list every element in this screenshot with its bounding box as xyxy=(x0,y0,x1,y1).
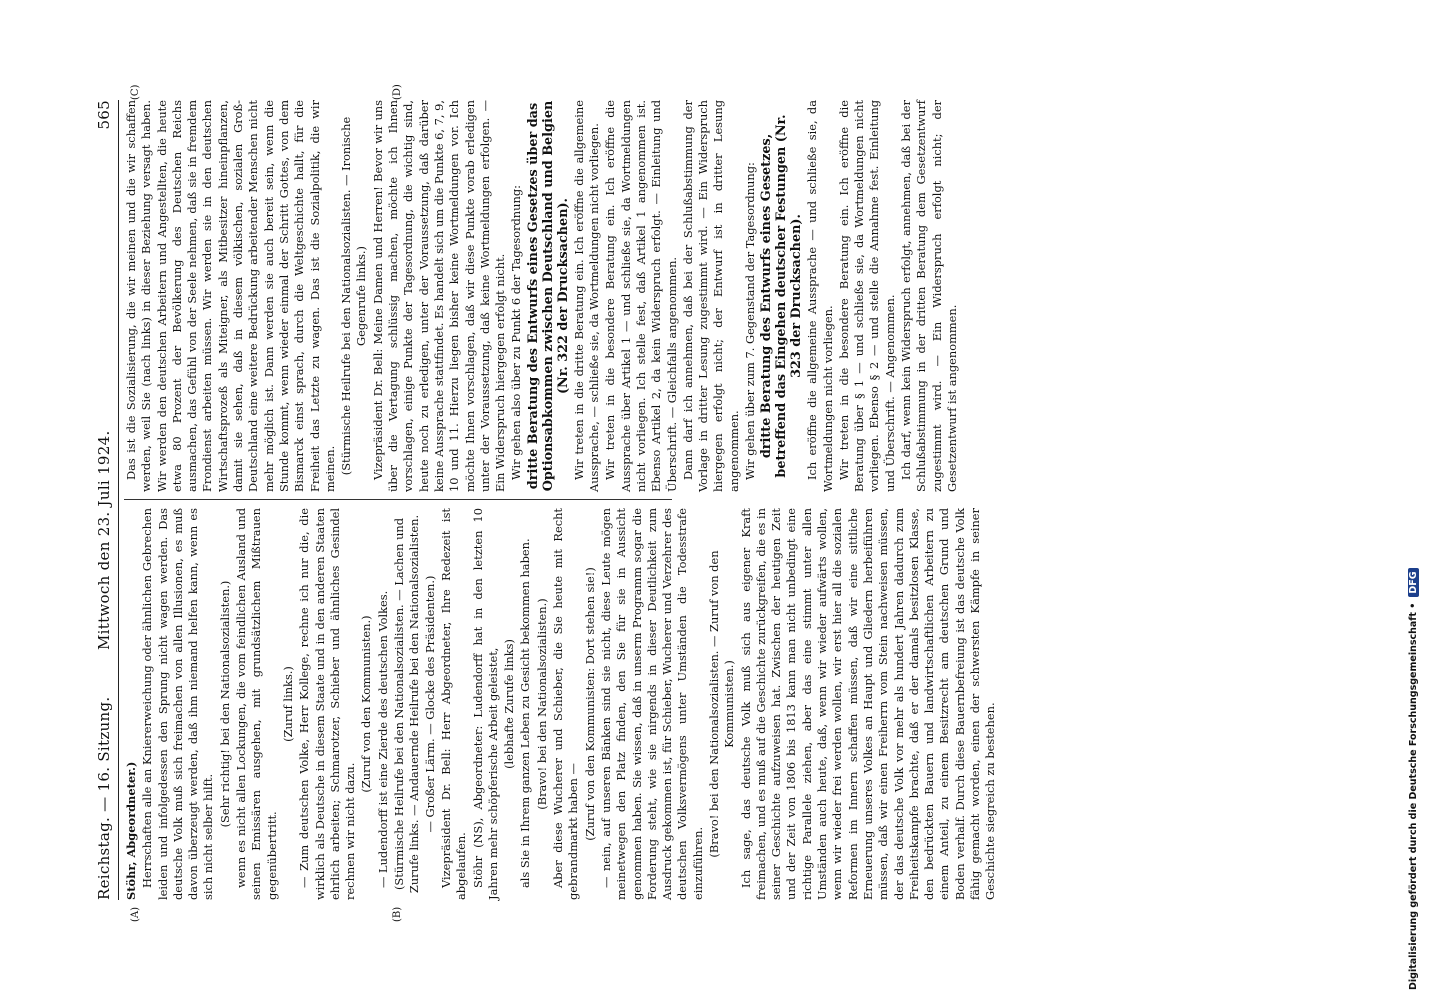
margin-marker-b: (B) xyxy=(392,906,403,922)
agenda-heading: dritte Beratung des Entwurfs eines Gesetzes, betreffend das Eingehen deutscher Festungen (Nr. 323 der Drucksachen). xyxy=(759,114,805,478)
funding-note xyxy=(1404,10,1426,990)
paragraph: Aber diese Wucherer und Schieber, die Sie heute mit Recht gebrandmarkt haben — xyxy=(551,508,581,900)
paragraph: Wir treten in die besondere Beratung ein. Ich eröffne die Beratung über § 1 — und schließe sie, da Wortmeldungen nicht vorliegen. Ebenso § 2 — und stelle die Annahme fest. Einleitung und Überschrift. — Angenommen. xyxy=(836,100,897,492)
paragraph: Herrschaften alle an Kniererweichung oder ähnlichen Gebrechen leiden und infolgedessen den Sprung nicht wagen werden. Das deutsche Volk muß sich freimachen von allen Illusionen, es muß davon überzeugt werden, daß ihm niemand helfen kann, wenn es sich nicht selber hilft. xyxy=(140,508,216,900)
interjection: (Zuruf von den Kommunisten.) xyxy=(359,615,374,793)
paragraph: Wir gehen über zum 7. Gegenstand der Tagesordnung: xyxy=(742,162,757,480)
rotated-document-page xyxy=(92,84,998,922)
paragraph: Ich eröffne die allgemeine Aussprache — und schließe sie, da Wortmeldungen nicht vorliegen. xyxy=(805,100,835,492)
paragraph: Vizepräsident Dr. Bell: Herr Abgeordneter, Ihre Redezeit ist abgelaufen. xyxy=(438,508,469,900)
column-divider xyxy=(124,499,672,500)
paragraph: Ich darf, wenn kein Widerspruch erfolgt, annehmen, daß bei der Schlußabstimmung in der dritten Beratung dem Gesetzentwurf zugestimmt wird. — Ein Widerspruch erfolgt nicht; der Gesetzentwurf ist angenommen. xyxy=(899,100,959,492)
interjection: (Zuruf von den Kommunisten: Dort stehen sie!) xyxy=(582,567,597,841)
paragraph: Stöhr (NS), Abgeordneter: Ludendorff hat in den letzten 10 Jahren mehr schöpferische Arbeit geleistet, xyxy=(470,508,500,900)
paragraph: Wir gehen also über zu Punkt 6 der Tagesordnung: xyxy=(509,185,524,480)
paragraph: Ich sage, das deutsche Volk muß sich aus eigener Kraft freimachen, und es muß auf die Geschichte zurückgreifen, die es in seiner Geschichte aufzuweisen hat. Zwischen der heutigen Zeit und der Zeit von 1806 bis 1813 kann man nicht unbedingt eine richtige Parallele ziehen, aber das eine stimmt unter allen Umständen auch heute, daß, wenn wir wieder aufwärts wollen, wenn wir wieder frei werden wollen, wir erst hier all die sozialen Reformen im Innern schaffen müssen, daß wir eine sittliche Erneuerung unseres Volkes an Haupt und Gliedern herbeiführen müssen, daß wir einen Freiherrn vom Stein nachweisen müssen, der das deutsche Volk vor mehr als hundert Jahren dadurch zum Freiheitskampfe brachte, daß er der damals besitzlosen Klasse, den bedrückten Bauern und landwirtschaftlichen Arbeitern zu einem Anteil, zu einem Besitzrecht am deutschen Grund und Boden verhalf. Durch diese Bauernbefreiung ist das deutsche Volk fähig gemacht worden, einen der schwersten Kämpfe in seiner Geschichte siegreich zu bestehen. xyxy=(738,508,998,900)
paragraph: — Ludendorff ist eine Zierde des deutschen Volkes. xyxy=(375,590,390,888)
paragraph: — Zum deutschen Volke, Herr Kollege, rechne ich nur die, die wirklich als Deutsche in diesem Staate und in den anderen Staaten ehrlich arbeiten; Schmarotzer, Schieber und ähnliches Gesindel rechnen wir nicht dazu. xyxy=(297,508,358,900)
interjection: (lebhafte Zurufe links) xyxy=(502,639,517,769)
interjection: (Stürmische Heilrufe bei den Nationalsozialisten. — Ironische Gegenrufe links.) xyxy=(339,116,369,476)
header-left: Reichstag. — 16. Sitzung. xyxy=(95,696,113,900)
paragraph: — nein, auf unseren Bänken sind sie nicht, diese Leute mögen meinetwegen den Platz finden, den Sie für sie in Aussicht genommen haben. Sie wissen, daß in unserm Programm sogar die Forderung steht, wie sie nirgends in dieser Deutlichkeit zum Ausdruck gekommen ist, für Schieber, Wucherer und Verzehrer des deutschen Volksvermögens unter Umständen die Todesstrafe einzuführen. xyxy=(598,508,705,900)
funding-text: Digitalisierung gefördert durch die Deutsche Forschungsgemeinschaft • xyxy=(1408,602,1419,990)
paragraph: Vizepräsident Dr. Bell: Meine Damen und Herren! Bevor wir uns über die Vertagung schlüssig machen, möchte ich Ihnen vorschlagen, einige Punkte der Tagesordnung, die wichtig sind, heute noch zu erledigen, unter der Voraussetzung, daß darüber keine Aussprache stattfindet. Es handelt sich um die Punkte 6, 7, 9, 10 und 11. Hierzu liegen bisher keine Wortmeldungen vor. Ich möchte Ihnen vorschlagen, daß wir diese Punkte vorab erledigen unter der Voraussetzung, daß keine Wortmeldungen erfolgen. — Ein Widerspruch hiergegen erfolgt nicht. xyxy=(370,99,508,492)
interjection: (Bravo! bei den Nationalsozialisten. — Zuruf von den Kommunisten.) xyxy=(706,550,737,858)
margin-marker-c: (C) xyxy=(130,84,141,100)
interjection: (Zuruf links.) xyxy=(280,666,295,742)
interjection: (Sehr richtig! bei den Nationalsozialisten.) xyxy=(217,580,232,828)
column-right xyxy=(124,99,959,492)
speaker-label: Stöhr, Abgeordneter.) xyxy=(124,761,138,900)
interjection: (Bravo! bei den Nationalsozialisten.) xyxy=(534,598,549,810)
paragraph: Wir treten in die dritte Beratung ein. Ich eröffne die allgemeine Aussprache, — schließe sie, da Wortmeldungen nicht vorliegen. xyxy=(571,100,602,492)
page-header xyxy=(92,100,119,900)
margin-marker-d: (D) xyxy=(392,84,403,100)
paragraph: Das ist die Sozialisierung, die wir meinen und die wir schaffen werden, weil Sie (nach links) in dieser Beziehung versagt haben. Wir werden den deutschen Arbeitern und Angestellten, die heute etwa 80 Prozent der Bevölkerung des Deutschen Reichs ausmachen, das Gefühl von der Seele nehmen, daß sie in fremdem Frondienst arbeiten müssen. Wir werden sie in den deutschen Wirtschaftsprozeß als Miteigner, als Mitbesitzer hineinpflanzen, damit sie sehen, daß in diesem völkischen, sozialen Groß-Deutschland eine weitere Bedrückung arbeitender Menschen nicht mehr möglich ist. Dann werden sie auch bereit sein, wenn die Stunde kommt, wenn wieder einmal der Schritt Gottes, von dem Bismarck einst sprach, durch die Weltgeschichte hallt, für die Freiheit das Letzte zu wagen. Das ist die Sozialpolitik, die wir meinen. xyxy=(124,100,337,492)
paragraph: Dann darf ich annehmen, daß bei der Schlußabstimmung der Vorlage in dritter Lesung zugestimmt wird. — Ein Widerspruch hiergegen erfolgt nicht; der Entwurf ist in dritter Lesung angenommen. xyxy=(680,100,741,492)
agenda-heading: dritte Beratung des Entwurfs eines Gesetzes über das Optionsabkommen zwischen Deutschland und Belgien (Nr. 322 der Drucksachen). xyxy=(525,100,571,492)
paragraph: wenn es nicht allen Lockungen, die vom feindlichen Ausland und seinen Emissären ausgehen, mit grundsätzlichem Mißtrauen gegenübertritt. xyxy=(234,508,279,900)
margin-marker-a: (A) xyxy=(130,906,141,922)
header-date: Mittwoch den 23. Juli 1924. xyxy=(95,430,113,650)
paragraph: als Sie in Ihrem ganzen Leben zu Gesicht bekommen haben. xyxy=(518,538,533,888)
interjection: (Stürmische Heilrufe bei den Nationalsozialisten. — Lachen und Zurufe links. — Andauernde Heilrufe bei den Nationalsozialisten. — Großer Lärm. — Glocke des Präsidenten.) xyxy=(392,514,437,894)
dfg-logo: DFG xyxy=(1408,568,1419,596)
paragraph: Wir treten in die besondere Beratung ein. Ich eröffne die Aussprache über Artikel 1 — und schließe sie, da Wortmeldungen nicht vorliegen. Ich stelle fest, daß Artikel 1 angenommen ist. Ebenso Artikel 2, da kein Widerspruch erfolgt. — Einleitung und Überschrift. — Gleichfalls angenommen. xyxy=(603,100,679,492)
column-left xyxy=(124,508,998,900)
page-number: 565 xyxy=(95,100,113,130)
